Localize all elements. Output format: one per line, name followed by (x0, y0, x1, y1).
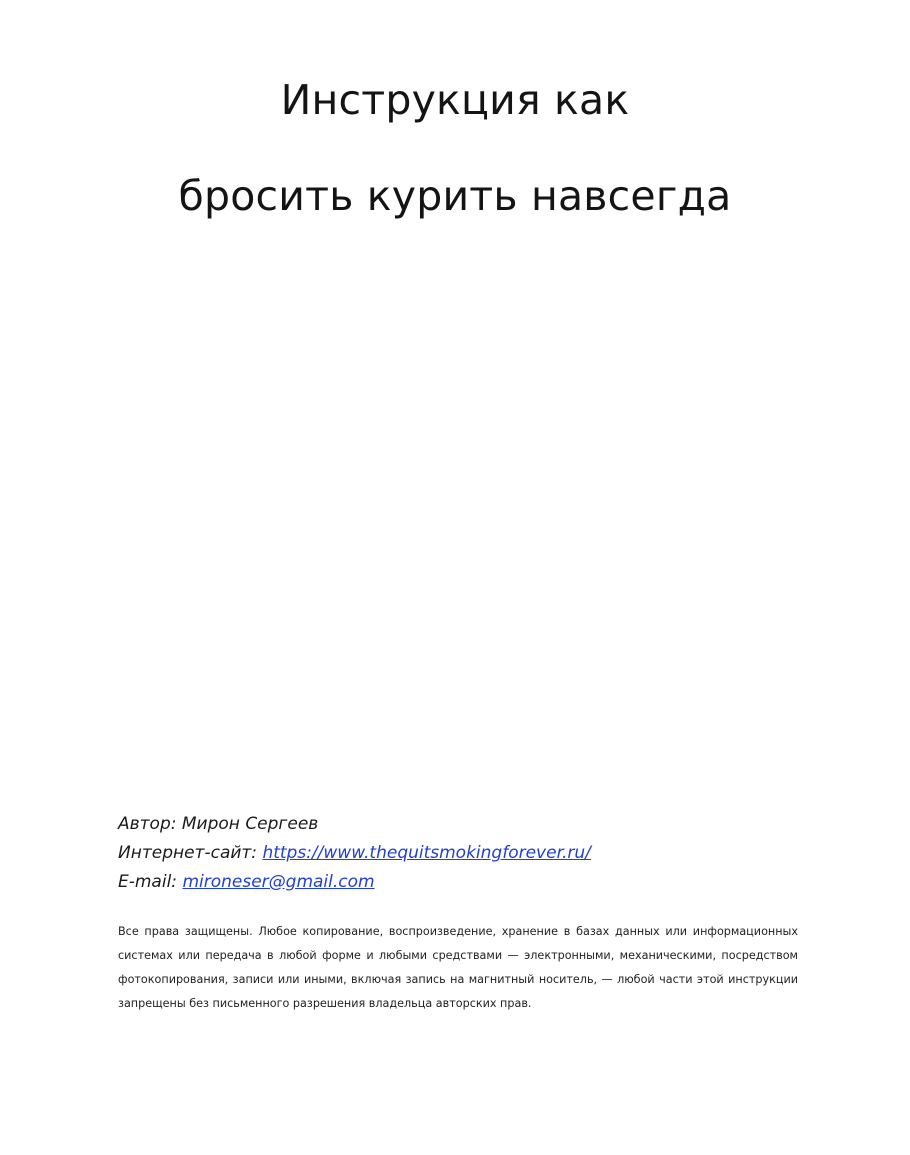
title-block (0, 72, 910, 224)
email-row (118, 868, 808, 897)
author-name: Мирон Сергеев (181, 814, 319, 834)
copyright-notice: Все права защищены. Любое копирование, воспроизведение, хранение в базах данных или информационных системах или передача в любой форме и любыми средствами — электронными, механическими, посредством фотокопирования, записи или иными, включая запись на магнитный носитель, — любой части этой инструкции запрещены без письменного разрешения владельца авторских прав. (118, 925, 798, 1010)
email-label: E-mail: (118, 872, 178, 892)
title-line-2: бросить курить навсегда (178, 172, 732, 220)
website-link[interactable]: https://www.thequitsmokingforever.ru/ (262, 843, 591, 863)
website-row (118, 839, 808, 868)
author-row (118, 810, 808, 839)
website-label: Интернет-сайт: (118, 843, 258, 863)
title-line-1: Инструкция как (280, 76, 630, 124)
document-metadata (118, 810, 808, 897)
email-link[interactable]: mironeser@gmail.com (182, 872, 375, 892)
author-label: Автор: (118, 814, 177, 834)
